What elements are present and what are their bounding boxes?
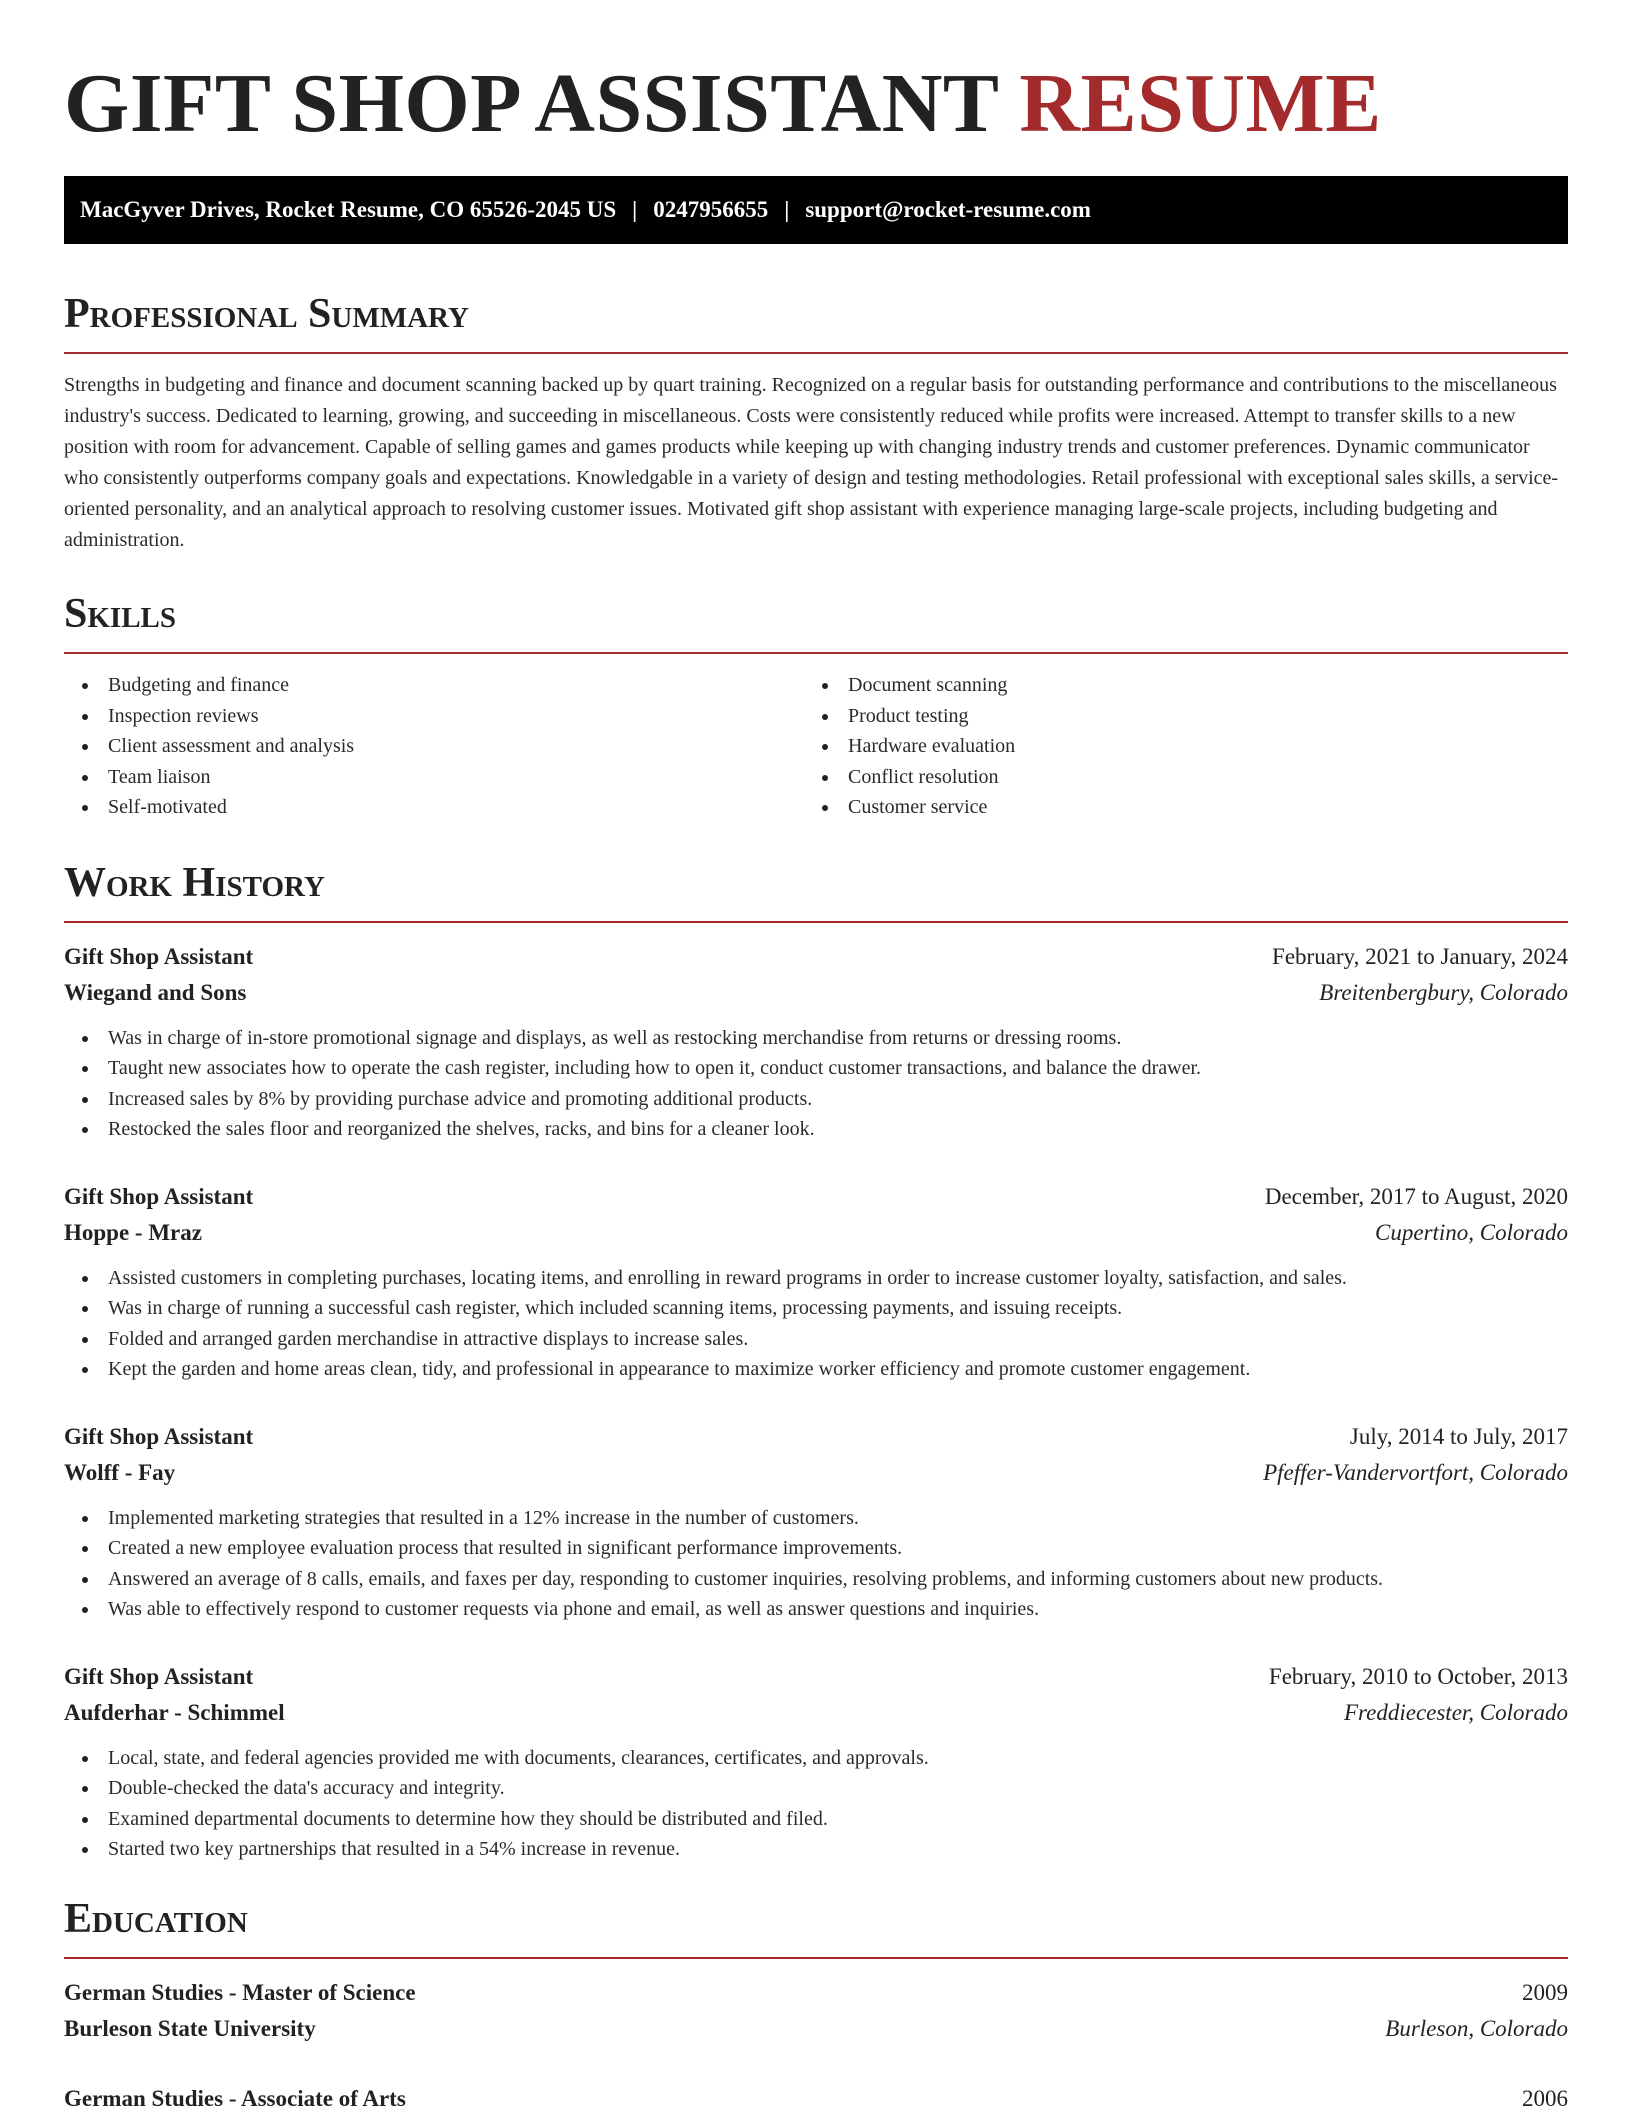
education-entry <box>64 2081 1568 2112</box>
education-degree-row <box>64 2081 1568 2112</box>
job-duties <box>64 1023 1568 1145</box>
education-heading: Education <box>64 1895 248 1942</box>
education-year: 2006 <box>1522 2085 1568 2111</box>
resume-title <box>64 56 1568 152</box>
job-company: Wiegand and Sons <box>64 979 247 1005</box>
job-title: Gift Shop Assistant <box>64 943 254 969</box>
education-degree: German Studies - Associate of Arts <box>64 2085 406 2111</box>
skill-item: Conflict resolution <box>804 762 1544 793</box>
title-accent: RESUME <box>1019 57 1382 150</box>
section-divider <box>64 352 1568 354</box>
skills-section <box>64 586 1568 823</box>
job-duty: Created a new employee evaluation process that resulted in significant performance improvements. <box>64 1533 1568 1564</box>
job-dates: July, 2014 to July, 2017 <box>1349 1423 1568 1449</box>
skills-columns <box>64 670 1568 823</box>
contact-separator: | <box>632 197 638 222</box>
job-entry <box>64 939 1568 1145</box>
summary-heading: Professional Summary <box>64 291 469 337</box>
job-duties <box>64 1743 1568 1865</box>
job-location: Breitenbergbury, Colorado <box>1319 979 1568 1005</box>
job-entry <box>64 1659 1568 1865</box>
education-location: Burleson, Colorado <box>1385 2015 1568 2041</box>
job-entry <box>64 1179 1568 1385</box>
job-duty: Folded and arranged garden merchandise in attractive displays to increase sales. <box>64 1324 1568 1355</box>
job-duty: Examined departmental documents to determine how they should be distributed and filed. <box>64 1804 1568 1835</box>
education-degree-row <box>64 1975 1568 2011</box>
education-degree: German Studies - Master of Science <box>64 1979 416 2005</box>
job-duty: Local, state, and federal agencies provided me with documents, clearances, certificates, and approvals. <box>64 1743 1568 1774</box>
job-company-row <box>64 1455 1568 1491</box>
job-duty: Double-checked the data's accuracy and integrity. <box>64 1773 1568 1804</box>
education-school-row <box>64 2011 1568 2047</box>
skill-item: Budgeting and finance <box>64 670 804 701</box>
contact-bar <box>64 176 1568 244</box>
job-duty: Increased sales by 8% by providing purchase advice and promoting additional products. <box>64 1084 1568 1115</box>
skills-list-right <box>804 670 1544 823</box>
job-dates: February, 2010 to October, 2013 <box>1268 1663 1568 1689</box>
job-duty: Taught new associates how to operate the cash register, including how to open it, conduct customer transactions, and balance the drawer. <box>64 1053 1568 1084</box>
job-header-row <box>64 939 1568 975</box>
skills-list-left <box>64 670 804 823</box>
job-location: Freddiecester, Colorado <box>1343 1699 1568 1725</box>
job-duty: Assisted customers in completing purchases, locating items, and enrolling in reward programs in order to increase customer loyalty, satisfaction, and sales. <box>64 1263 1568 1294</box>
job-title: Gift Shop Assistant <box>64 1183 254 1209</box>
skill-item: Inspection reviews <box>64 701 804 732</box>
section-divider <box>64 921 1568 923</box>
job-company-row <box>64 1215 1568 1251</box>
title-main: GIFT SHOP ASSISTANT <box>64 57 998 150</box>
job-duty: Started two key partnerships that resulted in a 54% increase in revenue. <box>64 1834 1568 1865</box>
skill-item: Hardware evaluation <box>804 731 1544 762</box>
job-duty: Was in charge of running a successful cash register, which included scanning items, processing payments, and issuing receipts. <box>64 1293 1568 1324</box>
job-entry <box>64 1419 1568 1625</box>
skill-item: Product testing <box>804 701 1544 732</box>
job-dates: February, 2021 to January, 2024 <box>1272 943 1568 969</box>
section-divider <box>64 1957 1568 1959</box>
skill-item: Client assessment and analysis <box>64 731 804 762</box>
education-year: 2009 <box>1522 1979 1568 2005</box>
job-duty: Was able to effectively respond to customer requests via phone and email, as well as answer questions and inquiries. <box>64 1594 1568 1625</box>
skill-item: Self-motivated <box>64 792 804 823</box>
skills-heading: Skills <box>64 591 177 637</box>
job-title: Gift Shop Assistant <box>64 1423 254 1449</box>
address-text: MacGyver Drives, Rocket Resume, CO 65526-2045 US <box>80 197 617 222</box>
summary-paragraph: Strengths in budgeting and finance and document scanning backed up by quart training. Recognized on a regular basis for outstanding performance and contributions to the miscellaneous industry's success. Dedicated to learning, growing, and succeeding in miscellaneous. Costs were consistently reduced while profits were increased. Attempt to transfer skills to a new position with room for advancement. Capable of selling games and games products while keeping up with changing industry trends and customer preferences. Dynamic communicator who consistently outperforms company goals and expectations. Knowledgable in a variety of design and testing methodologies. Retail professional with exceptional sales skills, a service-oriented personality, and an analytical approach to resolving customer issues. Motivated gift shop assistant with experience managing large-scale projects, including budgeting and administration. <box>64 374 1559 551</box>
job-company: Wolff - Fay <box>64 1459 176 1485</box>
phone-text: 0247956655 <box>653 197 769 222</box>
resume-page <box>64 0 1568 2112</box>
job-company: Hoppe - Mraz <box>64 1219 202 1245</box>
job-duties <box>64 1263 1568 1385</box>
education-school: Burleson State University <box>64 2015 316 2041</box>
work-history-heading: Work History <box>64 859 325 906</box>
job-header-row <box>64 1419 1568 1455</box>
work-history-section <box>64 855 1568 1865</box>
contact-separator: | <box>784 197 790 222</box>
job-header-row <box>64 1179 1568 1215</box>
section-divider <box>64 652 1568 654</box>
email-link[interactable]: support@rocket-resume.com <box>805 197 1091 222</box>
job-duty: Kept the garden and home areas clean, tidy, and professional in appearance to maximize worker efficiency and promote customer engagement. <box>64 1354 1568 1385</box>
job-duty: Implemented marketing strategies that resulted in a 12% increase in the number of customers. <box>64 1503 1568 1534</box>
job-header-row <box>64 1659 1568 1695</box>
skill-item: Customer service <box>804 792 1544 823</box>
job-location: Pfeffer-Vandervortfort, Colorado <box>1263 1459 1568 1485</box>
job-company-row <box>64 975 1568 1011</box>
job-dates: December, 2017 to August, 2020 <box>1264 1183 1568 1209</box>
job-duty: Was in charge of in-store promotional signage and displays, as well as restocking merchandise from returns or dressing rooms. <box>64 1023 1568 1054</box>
summary-section <box>64 286 1568 556</box>
education-entry <box>64 1975 1568 2047</box>
skill-item: Document scanning <box>804 670 1544 701</box>
job-duty: Answered an average of 8 calls, emails, and faxes per day, responding to customer inquiries, resolving problems, and informing customers about new products. <box>64 1564 1568 1595</box>
job-company: Aufderhar - Schimmel <box>64 1699 285 1725</box>
job-duties <box>64 1503 1568 1625</box>
job-title: Gift Shop Assistant <box>64 1663 254 1689</box>
education-section <box>64 1891 1568 2112</box>
job-duty: Restocked the sales floor and reorganized the shelves, racks, and bins for a cleaner look. <box>64 1114 1568 1145</box>
job-company-row <box>64 1695 1568 1731</box>
skill-item: Team liaison <box>64 762 804 793</box>
job-location: Cupertino, Colorado <box>1375 1219 1568 1245</box>
